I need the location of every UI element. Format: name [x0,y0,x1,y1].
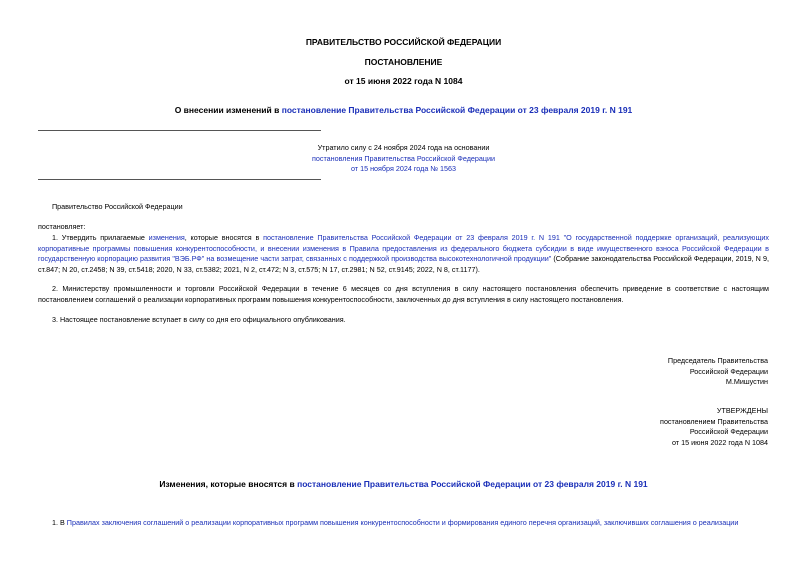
paragraph-2: 2. Министерству промышленности и торговли Российской Федерации в течение 6 месяцев со дня вступления в силу настоящего постановления обеспечить приведение в соответствие с настоящим постановлением соглашений о реализации корпоративных программ повышения конкурентоспособности, заключенных до дня вступления в силу настоящего постановления. [38,284,769,304]
document-title [0,105,807,115]
paragraph-3: 3. Настоящее постановление вступает в силу со дня его официального опубликования. [52,315,346,324]
approved-block [660,406,768,448]
government-name: ПРАВИТЕЛЬСТВО РОССИЙСКОЙ ФЕДЕРАЦИИ [305,37,502,47]
p1-text-a: 1. Утвердить прилагаемые [52,233,149,242]
signature-position: Председатель Правительства [667,356,768,365]
p1-text-c: (Собрание законодательства Российской Федерации, 2019, N 9, ст.847; N 20, ст.2458; N 39, ст.5418; 2020, N 33, ст.5382; 2021, N 2, ст.472; N 3, ст.575; N 17, ст.2981; N 52, ст.9145; 2022, N 8, ст.1177). [38,254,769,274]
resolves-word: постановляет: [38,222,86,231]
divider-top [38,130,321,131]
document-type: ПОСТАНОВЛЕНИЕ [364,57,443,67]
changes-title-link[interactable]: постановление Правительства Российской Федерации от 23 февраля 2019 г. N 191 [297,479,648,489]
divider-bottom [38,179,321,180]
approved-heading: УТВЕРЖДЕНЫ [716,406,768,415]
changes-p1-text: 1. В [52,518,67,527]
changes-title [0,479,807,489]
signature-country: Российской Федерации [689,366,768,376]
status-link-date[interactable]: от 15 ноября 2024 года № 1563 [350,164,457,173]
title-link[interactable]: постановление Правительства Российской Федерации от 23 февраля 2019 г. N 191 [281,105,633,115]
p1-text-b: , которые вносятся в [184,233,264,242]
preamble: Правительство Российской Федерации [52,202,183,211]
approved-date: от 15 июня 2022 года N 1084 [671,437,768,447]
approved-by: постановлением Правительства [660,416,768,426]
changes-p1-link[interactable]: Правилах заключения соглашений о реализации корпоративных программ повышения конкурентоспособности и формирования единого перечня организаций, заключивших соглашения о реализации [66,518,739,527]
status-link-resolution[interactable]: постановления Правительства Российской Федерации [311,153,496,163]
changes-title-prefix: Изменения, которые вносятся в [159,479,298,489]
status-line: Утратило силу с 24 ноября 2024 года на основании [317,143,490,152]
title-prefix: О внесении изменений в [174,105,282,115]
signature-name: М.Мишустин [725,377,768,387]
p1-link-resolution[interactable]: постановление Правительства Российской Федерации от 23 февраля 2019 г. N 191 "О государственной поддержке организаций, реализующих корпоративные программы повышения конкурентоспособности, и внесении изменения в Правила предоставления из федерального бюджета субсидии в виде имущественного взноса Российской Федерации в государственную корпорацию развития "ВЭБ.РФ" на возмещение части затрат, связанных с поддержкой производства высокотехнологичной продукции" [38,233,769,264]
p1-link-changes[interactable]: изменения [148,233,185,242]
changes-paragraph-1 [38,518,769,529]
paragraph-1 [38,233,769,275]
signature-block [668,356,768,388]
approved-country: Российской Федерации [689,427,768,437]
status-note [0,143,807,175]
document-date-number: от 15 июня 2022 года N 1084 [344,76,463,86]
